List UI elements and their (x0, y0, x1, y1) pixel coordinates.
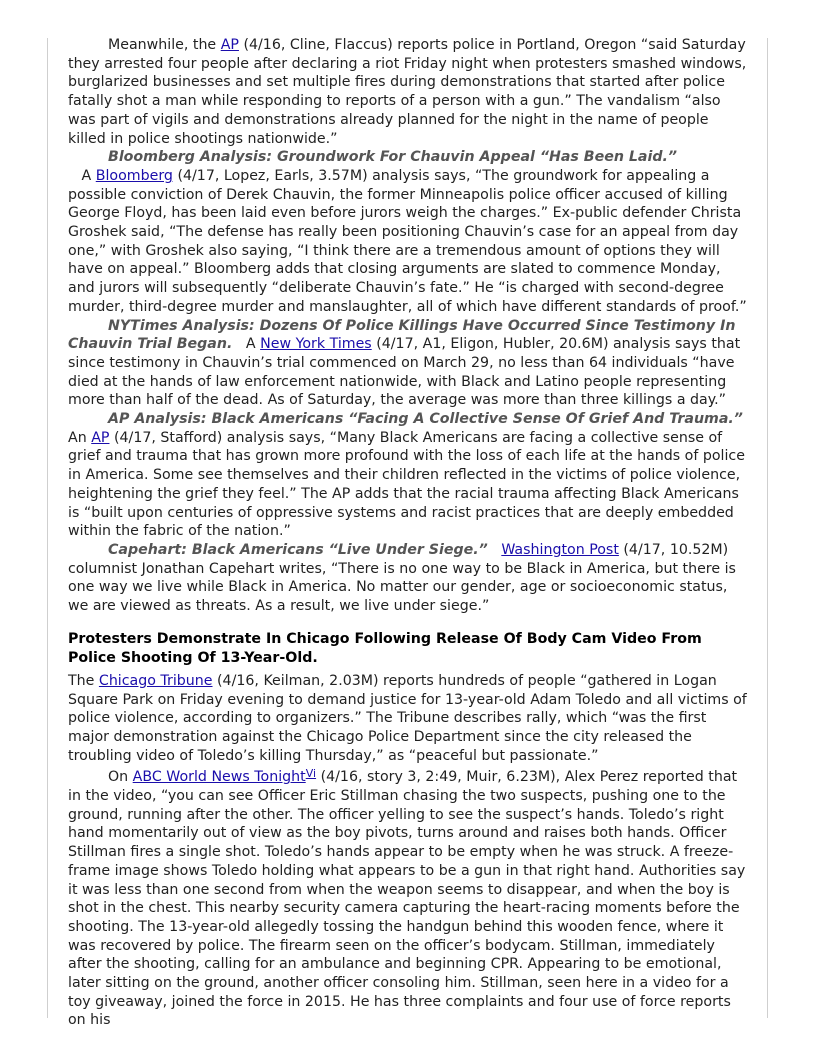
link-chicago-tribune[interactable]: Chicago Tribune (98, 672, 213, 689)
document-body (68, 36, 748, 1030)
link-abc-world-news-tonight[interactable]: ABC World News Tonight (132, 769, 306, 786)
link-ap-portland[interactable]: AP (220, 37, 239, 53)
video-link-icon[interactable]: Vi (305, 767, 317, 781)
link-ap-analysis[interactable]: AP (91, 429, 110, 446)
story-title-capehart: Capehart: Black Americans “Live Under Siege.” (108, 541, 488, 558)
paragraph-portland: Meanwhile, the AP (4/16, Cline, Flaccus) reports police in Portland, Oregon “said Saturday they arrested four people after declaring a riot Friday night when protesters smashed windows, burglarized businesses and set multiple fires during demonstrations that started after police fatally shot a man while responding to reports of a person with a gun.” The vandalism “also was part of vigils and demonstrations already planned for the night in the name of people killed in police shootings nationwide.” (68, 37, 747, 147)
story-title-bloomberg: Bloomberg Analysis: Groundwork For Chauvin Appeal “Has Been Laid.” (108, 149, 678, 166)
paragraph-abc-news: On ABC World News Tonight$^{Vi}$ (4/16, story 3, 2:49, Muir, 6.23M), Alex Perez reported that in the video, “you can see Officer Eric Stillman chasing the two suspects, pushing one to the ground, running after the other. The officer yelling to see the suspect’s hands. Toledo’s right hand momentarily out of view as the boy pivots, turns around and raises both hands. Officer Stillman fires a single shot. Toledo’s hands appear to be empty when he was struck. A freeze-frame image shows Toledo holding what appears to be a gun in that right hand. Authorities say it was less than one second from when the weapon seems to disappear, and when the boy is shot in the chest. This nearby security camera capturing the heart-racing moments before the shooting. The 13-year-old allegedly tossing the handgun behind this wooden fence, where it was recovered by police. The firearm seen on the officer’s bodycam. Stillman, immediately after the shooting, calling for an ambulance and beginning CPR. Appearing to be emotional, later sitting on the ground, another officer consoling him. Stillman, seen here in a video for a toy giveaway, joined the force in 2015. He has three complaints and four use of force reports on his (68, 767, 746, 1029)
paragraph-capehart: Capehart: Black Americans “Live Under Siege.” Washington Post (4/17, 10.52M) columnist Jonathan Capehart writes, “There is no one way to be Black in America, but there is one way we live while Black in America. No matter our gender, age or socioeconomic status, we are viewed as threats. As a result, we live under siege.” (68, 541, 736, 615)
paragraph-ap-analysis: AP Analysis: Black Americans “Facing A Collective Sense Of Grief And Trauma.” An AP (4/17, Stafford) analysis says, “Many Black Americans are facing a collective sense of grief and trauma that has grown more profound with the loss of each life at the hands of police in America. Some see themselves and their children reflected in the victims of police violence, heightening the grief they feel.” The AP adds that the racial trauma affecting Black Americans is “built upon centuries of oppressive systems and racist practices that are deeply embedded within the fabric of the nation.” (68, 411, 745, 540)
link-new-york-times[interactable]: New York Times (260, 336, 372, 353)
section-heading-chicago: Protesters Demonstrate In Chicago Following Release Of Body Cam Video From Police Shooting Of 13-Year-Old. (68, 630, 702, 666)
link-washington-post[interactable]: Washington Post (501, 541, 619, 558)
page-border-left (47, 38, 48, 1018)
paragraph-bloomberg: Bloomberg Analysis: Groundwork For Chauvin Appeal “Has Been Laid.” A Bloomberg (4/17, Lopez, Earls, 3.57M) analysis says, “The groundwork for appealing a possible conviction of Derek Chauvin, the former Minneapolis police officer accused of killing George Floyd, has been laid even before jurors weigh the charges.” Ex-public defender Christa Groshek said, “The defense has really been positioning Chauvin’s case for an appeal from day one,” with Groshek also saying, “I think there are a tremendous amount of options they will have on appeal.” Bloomberg adds that closing arguments are slated to commence Monday, and jurors will subsequently “deliberate Chauvin’s fate.” He “is charged with second-degree murder, third-degree murder and manslaughter, all of which have different standards of proof.” (68, 149, 747, 315)
story-title-nytimes: NYTimes Analysis: Dozens Of Police Killings Have Occurred Since Testimony In Chauvin Trial Began. (68, 317, 736, 353)
page-border-right (767, 38, 768, 1018)
story-title-ap-analysis: AP Analysis: Black Americans “Facing A Collective Sense Of Grief And Trauma.” (108, 411, 743, 428)
paragraph-chicago-tribune: The Chicago Tribune (4/16, Keilman, 2.03M) reports hundreds of people “gathered in Logan Square Park on Friday evening to demand justice for 13-year-old Adam Toledo and all victims of police violence, according to organizers.” The Tribune describes rally, which “was the first major demonstration against the Chicago Police Department since the city released the troubling video of Toledo’s killing Thursday,” as “peaceful but passionate.” (68, 672, 747, 764)
link-bloomberg[interactable]: Bloomberg (95, 167, 173, 184)
paragraph-nytimes: NYTimes Analysis: Dozens Of Police Killings Have Occurred Since Testimony In Chauvin Trial Began. A New York Times (4/17, A1, Eligon, Hubler, 20.6M) analysis says that since testimony in Chauvin’s trial commenced on March 29, no less than 64 individuals “have died at the hands of law enforcement nationwide, with Black and Latino people representing more than half of the dead. As of Saturday, the average was more than three killings a day.” (68, 317, 741, 409)
